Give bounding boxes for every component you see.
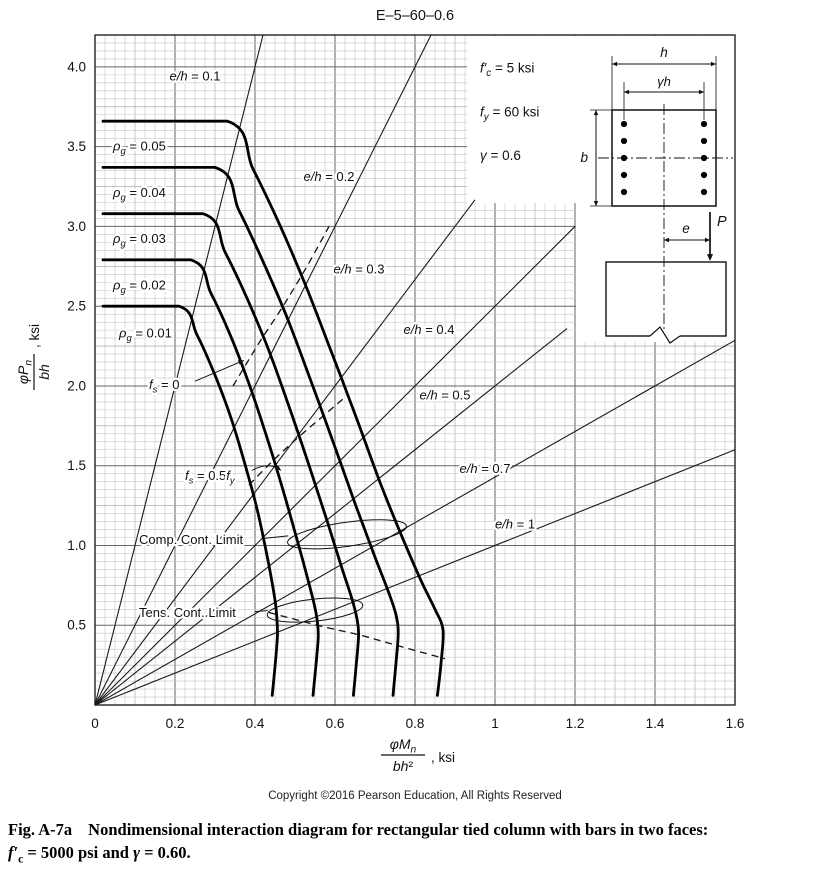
y-tick-label: 3.5: [67, 139, 86, 155]
caption-fprime: f′: [8, 843, 19, 863]
caption-text: Nondimensional interaction diagram for rectangular tied column with bars in two faces:: [88, 820, 709, 839]
x-tick-label: 1.6: [725, 716, 745, 731]
x-tick-label: 0: [91, 716, 99, 731]
rebar-dot: [621, 189, 627, 195]
rho-label: $\rho_g = 0.03$: [113, 231, 166, 250]
rho-label: $\rho_g = 0.05$: [113, 138, 166, 158]
eh-label-0.5: e/h = 0.5: [419, 387, 471, 403]
h-label: h: [660, 45, 668, 60]
rho-label: $\rho_g = 0.04$: [113, 184, 166, 204]
rebar-dot: [701, 189, 707, 195]
eh-label-0.4: e/h = 0.4: [403, 322, 455, 338]
copyright-text: Copyright ©2016 Pearson Education, All Rights Reserved: [268, 790, 562, 802]
eh-label-0.1: e/h = 0.1: [169, 68, 221, 84]
rebar-dot: [621, 138, 627, 144]
label: $\varphi P_n$: [15, 359, 35, 385]
y-tick-label: 1.5: [67, 458, 86, 474]
e-label: e: [682, 221, 690, 236]
y-tick-label: 2.0: [67, 378, 86, 394]
label: bh²: [392, 758, 414, 774]
limit-label: Tens. Cont. Limit: [139, 604, 236, 620]
rebar-dot: [701, 155, 707, 161]
caption-rest2: = 0.60.: [139, 843, 191, 863]
y-tick-label: 0.5: [67, 617, 86, 633]
rebar-dot: [701, 138, 707, 144]
label: , ksi: [431, 750, 456, 765]
rebar-dot: [621, 172, 627, 178]
chart-title: E–5–60–0.6: [375, 8, 455, 24]
b-label: b: [580, 150, 588, 165]
caption-formula: [8, 843, 191, 866]
legend-item: γ = 0.6: [480, 148, 521, 164]
x-tick-label: 1.2: [565, 716, 585, 731]
legend-item: $f'_c = 5$ ksi: [480, 60, 535, 79]
x-tick-label: 1: [491, 716, 499, 731]
strain-label: $f_s = 0.5f_y$: [185, 468, 235, 487]
rebar-dot: [621, 155, 627, 161]
inset-whitespace: [576, 36, 735, 342]
x-tick-label: 1.4: [645, 716, 665, 731]
y-tick-label: 3.0: [67, 218, 86, 234]
figure-caption: [8, 818, 820, 868]
gamma-h-label: γh: [657, 74, 671, 89]
caption-fsub: c: [18, 853, 24, 866]
rho-label: $\rho_g = 0.02$: [113, 277, 166, 296]
eh-label-0.3: e/h = 0.3: [333, 261, 385, 277]
eh-label-0.2: e/h = 0.2: [303, 168, 355, 184]
caption-gamma: γ: [133, 843, 140, 863]
caption-fig-number: Fig. A-7a: [8, 820, 73, 839]
rebar-dot: [701, 121, 707, 127]
label: bh: [36, 364, 52, 380]
x-tick-label: 0.2: [165, 716, 185, 731]
strain-label: $f_s = 0$: [149, 377, 180, 396]
x-tick-label: 0.6: [325, 716, 345, 731]
caption-rest1: = 5000 psi and: [23, 843, 134, 863]
rebar-dot: [621, 121, 627, 127]
eh-label-1: e/h = 1: [494, 516, 536, 532]
x-tick-label: 0.4: [245, 716, 265, 731]
eh-label-0.7: e/h = 0.7: [459, 460, 511, 476]
label: , ksi: [27, 323, 42, 348]
rho-label: $\rho_g = 0.01$: [119, 325, 172, 344]
legend-item: $f_y = 60$ ksi: [480, 104, 540, 123]
y-tick-label: 2.5: [67, 298, 86, 314]
x-tick-label: 0.8: [405, 716, 425, 731]
y-tick-label: 1.0: [67, 537, 86, 553]
limit-label: Comp. Cont. Limit: [139, 531, 244, 547]
y-tick-label: 4.0: [67, 59, 86, 75]
p-label: P: [717, 214, 727, 230]
label: $\varphi M_n$: [389, 736, 417, 756]
rebar-dot: [701, 172, 707, 178]
